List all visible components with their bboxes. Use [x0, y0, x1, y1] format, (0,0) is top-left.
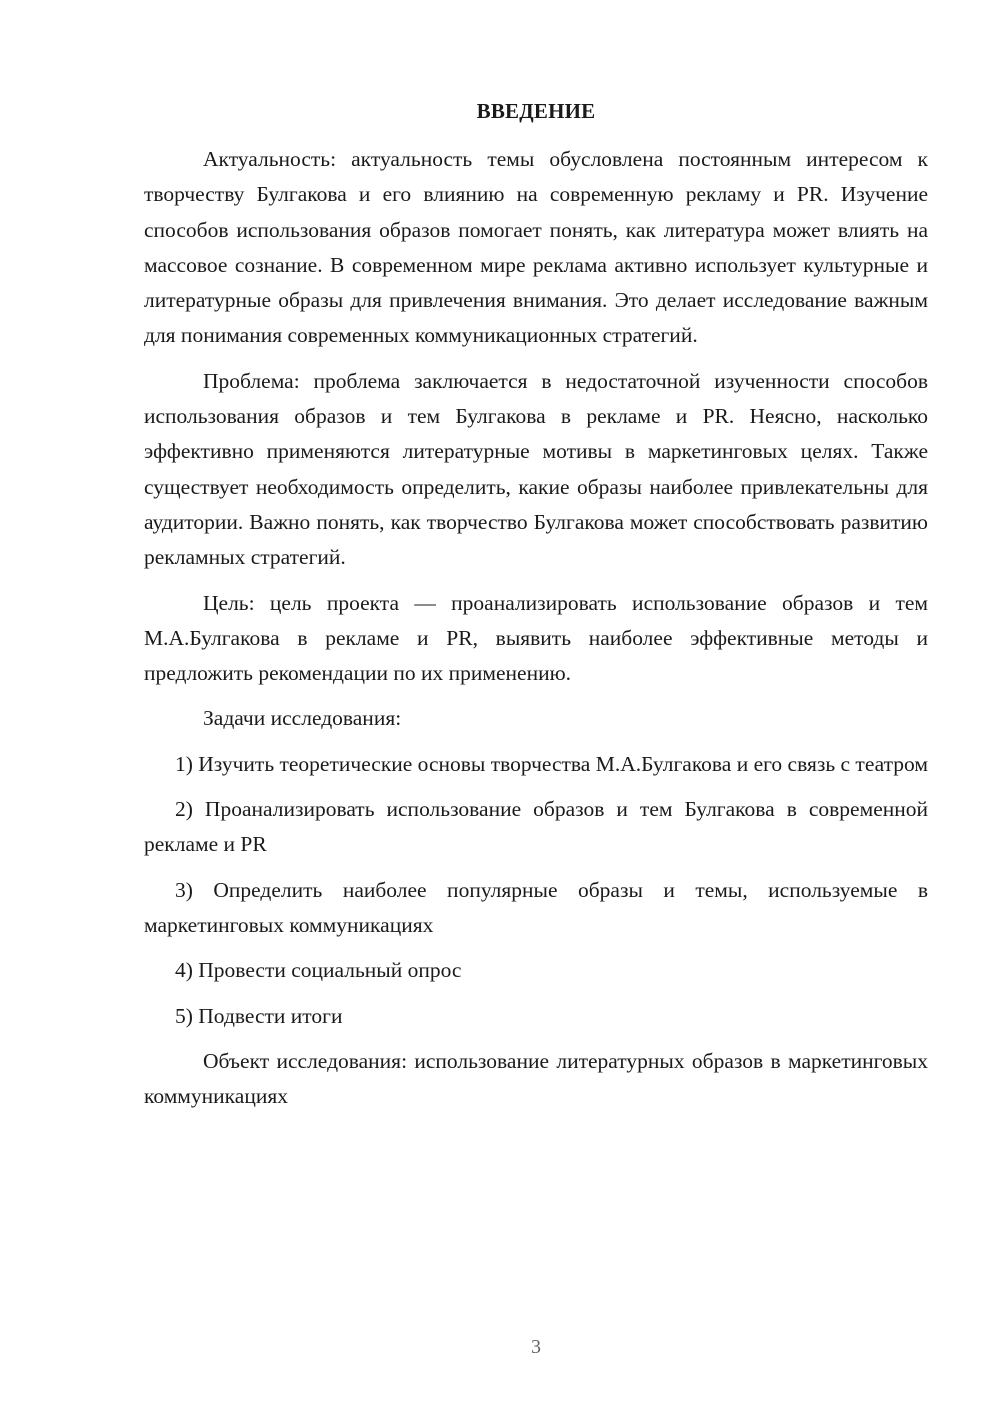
task-item-1: 1) Изучить теоретические основы творчества М.А.Булгакова и его связь с театром	[175, 751, 928, 776]
task-item-5: 5) Подвести итоги	[175, 1003, 343, 1028]
paragraph-problem: Проблема: проблема заключается в недостаточной изученности способов использования образов и тем Булгакова в рекламе и PR. Неясно, насколько эффективно применяются литературные мотивы в маркетинговых целях. Также существует необходимость определить, какие образы наиболее привлекательны для аудитории. Важно понять, как творчество Булгакова может способствовать развитию рекламных стратегий.	[144, 368, 928, 570]
paragraph-research-object: Объект исследования: использование литературных образов в маркетинговых коммуникациях	[144, 1048, 928, 1109]
paragraph-tasks-heading: Задачи исследования:	[203, 706, 402, 731]
page-number: 3	[531, 1336, 541, 1358]
document-body	[144, 142, 928, 1124]
task-item-3: 3) Определить наиболее популярные образы и темы, используемые в маркетинговых коммуникациях	[144, 877, 928, 937]
task-item-4: 4) Провести социальный опрос	[175, 958, 462, 983]
task-item-2: 2) Проанализировать использование образов и тем Булгакова в современной рекламе и PR	[144, 797, 928, 857]
paragraph-goal: Цель: цель проекта — проанализировать использование образов и тем М.А.Булгакова в рекламе и PR, выявить наиболее эффективные методы и предложить рекомендации по их применению.	[144, 590, 928, 686]
paragraph-relevance: Актуальность: актуальность темы обусловлена постоянным интересом к творчеству Булгакова и его влиянию на современную рекламу и PR. Изучение способов использования образов помогает понять, как литература может влиять на массовое сознание. В современном мире реклама активно использует культурные и литературные образы для привлечения внимания. Это делает исследование важным для понимания современных коммуникационных стратегий.	[144, 147, 928, 348]
page-title: ВВЕДЕНИЕ	[476, 99, 596, 123]
